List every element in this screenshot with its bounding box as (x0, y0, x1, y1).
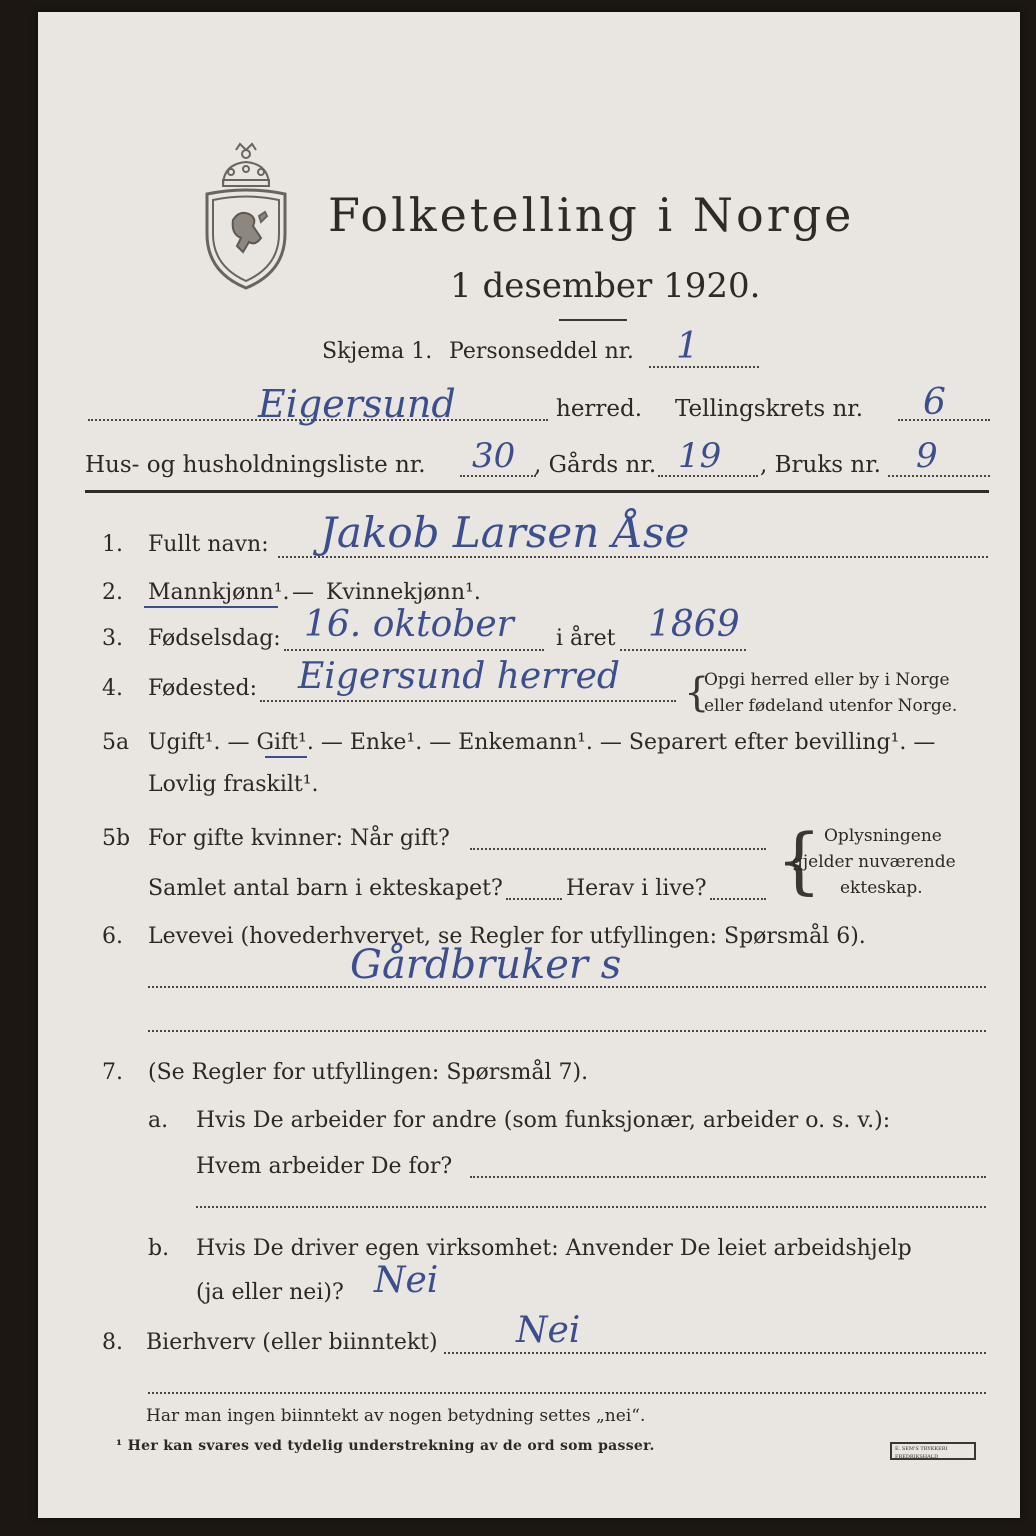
gards-label: , Gårds nr. (534, 452, 657, 478)
q5a-options: Ugift¹. — Gift¹. — Enke¹. — Enkemann¹. — Separert efter bevilling¹. — (148, 730, 936, 755)
q5b-married-line (470, 848, 766, 850)
q4-label: Fødested: (148, 676, 258, 701)
q7b-letter: b. (148, 1236, 170, 1261)
footnote: ¹ Her kan svares ved tydelig understrekning av de ord som passer. (116, 1438, 655, 1454)
q3-number: 3. (102, 626, 123, 651)
q6-label: Levevei (hovederhvervet, se Regler for utfyllingen: Spørsmål 6). (148, 924, 866, 949)
q8-line2 (148, 1392, 986, 1394)
personseddel-value: 1 (676, 326, 699, 367)
q5a-number: 5a (102, 730, 130, 755)
q5b-number: 5b (102, 826, 131, 851)
bruks-line (888, 475, 990, 477)
q5b-children-label: Samlet antal barn i ekteskapet? (148, 876, 503, 901)
q5b-line1: For gifte kvinner: Når gift? (148, 826, 450, 851)
q1-label: Fullt navn: (148, 532, 269, 557)
q2-female-option: Kvinnekjønn¹. (326, 580, 481, 605)
herred-label: herred. (556, 396, 643, 422)
skjema-label: Skjema 1. (322, 339, 433, 364)
printer-stamp: E. SEM'S TRYKKERI FREDRIKSHALD (890, 1442, 976, 1460)
tellingskrets-label: Tellingskrets nr. (675, 396, 864, 422)
coat-of-arms-icon (203, 142, 289, 292)
q7a-employer-line2 (196, 1206, 986, 1208)
q3-year-label: i året (556, 626, 616, 651)
q7a-letter: a. (148, 1108, 169, 1133)
q5a-gift-underline (265, 756, 307, 758)
q5b-alive-line (710, 898, 766, 900)
tellingskrets-value: 6 (923, 382, 946, 423)
q6-number: 6. (102, 924, 123, 949)
q5b-note1: Oplysningene (824, 826, 942, 846)
personseddel-line (649, 366, 759, 368)
q2-male-underline (144, 606, 278, 608)
q2-male-option: Mannkjønn¹. (148, 580, 290, 605)
title-divider (559, 319, 627, 321)
herred-value: Eigersund (258, 382, 456, 426)
q5a-options-line2: Lovlig fraskilt¹. (148, 772, 319, 797)
q5b-brace: { (776, 818, 822, 902)
q1-value: Jakob Larsen Åse (320, 508, 690, 557)
hus-label: Hus- og husholdningsliste nr. (85, 452, 426, 478)
bruks-value: 9 (916, 436, 938, 476)
q5b-note3: ekteskap. (840, 878, 923, 898)
q3-birthday-value: 16. oktober (304, 604, 514, 645)
q2-number: 2. (102, 580, 123, 605)
q4-birthplace-value: Eigersund herred (298, 656, 620, 697)
q4-number: 4. (102, 676, 123, 701)
q7-number: 7. (102, 1060, 123, 1085)
q3-year-value: 1869 (648, 604, 740, 645)
q7a-question: Hvis De arbeider for andre (som funksjonær, arbeider o. s. v.): (196, 1108, 891, 1133)
q6-occupation-value: Gårdbruker s (350, 942, 622, 988)
q3-date-line (284, 649, 544, 651)
census-date: 1 desember 1920. (450, 266, 761, 306)
q5b-note2: gjelder nuværende (792, 852, 956, 872)
q5b-children-line (506, 898, 562, 900)
q7b-question: Hvis De driver egen virksomhet: Anvender De leiet arbeidshjelp (196, 1236, 912, 1261)
q8-number: 8. (102, 1330, 123, 1355)
q7b-yesno-label: (ja eller nei)? (196, 1280, 344, 1305)
header-rule (85, 490, 989, 493)
q3-label: Fødselsdag: (148, 626, 281, 651)
q7b-value: Nei (374, 1260, 439, 1301)
form-title: Folketelling i Norge (328, 188, 855, 242)
q7a-employer-line (470, 1176, 986, 1178)
q8-value: Nei (516, 1310, 581, 1351)
hus-value: 30 (472, 436, 516, 476)
q8-line (444, 1352, 986, 1354)
q3-year-line (620, 649, 746, 651)
q5b-alive-label: Herav i live? (566, 876, 707, 901)
q4-brace: { (684, 670, 710, 716)
personseddel-label: Personseddel nr. (449, 339, 634, 364)
q4-note-line2: eller fødeland utenfor Norge. (704, 696, 958, 716)
q4-note-line1: Opgi herred eller by i Norge (704, 670, 950, 690)
q7a-employer-label: Hvem arbeider De for? (196, 1154, 453, 1179)
q4-line (260, 700, 676, 702)
gards-value: 19 (678, 436, 722, 476)
bottom-note: Har man ingen biinntekt av nogen betydning settes „nei“. (146, 1406, 646, 1426)
q7-label: (Se Regler for utfyllingen: Spørsmål 7). (148, 1060, 589, 1085)
q6-line2 (148, 1030, 986, 1032)
census-form-sheet (38, 12, 1020, 1518)
bruks-label: , Bruks nr. (760, 452, 881, 478)
q8-label: Bierhverv (eller biinntekt) (146, 1330, 438, 1355)
q2-separator: — (292, 580, 314, 605)
q1-number: 1. (102, 532, 123, 557)
